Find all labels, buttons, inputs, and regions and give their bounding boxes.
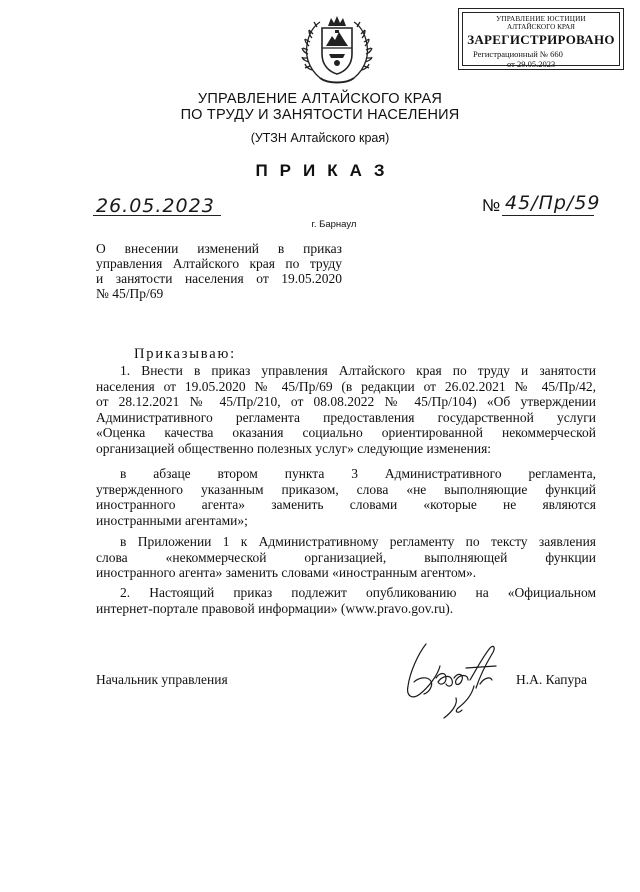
paragraph-line: иностранного агента» заменить словами «которые не являются	[96, 497, 596, 512]
stamp-reg-number: Регистрационный № 660	[473, 49, 563, 59]
paragraph-line: 1. Внести в приказ управления Алтайского края по труду и занятости	[120, 363, 596, 378]
registration-stamp	[458, 8, 624, 70]
number-label: №	[482, 196, 501, 215]
org-name-line-2: ПО ТРУДУ И ЗАНЯТОСТИ НАСЕЛЕНИЯ	[180, 107, 460, 123]
paragraph-line: иностранными агентами»;	[96, 512, 248, 528]
paragraph-line: от 28.12.2021 № 45/Пр/210, от 08.08.2022 № 45/Пр/104) «Об утверждении	[96, 394, 596, 409]
paragraph-line: «Оценка качества оказания социально ориентированной некоммерческой	[96, 425, 596, 440]
signatory-name: Н.А. Капура	[516, 672, 587, 687]
stamp-title: ЗАРЕГИСТРИРОВАНО	[467, 32, 615, 47]
subject-line: О внесении изменений в приказ	[96, 241, 342, 256]
paragraph-line: Административного регламента предоставления государственной услуги	[96, 409, 596, 425]
number-underline	[502, 215, 594, 216]
org-name-line-1: УПРАВЛЕНИЕ АЛТАЙСКОГО КРАЯ	[197, 91, 443, 107]
paragraph-line: утвержденного указанным приказом, слова «не выполняющие функций	[96, 481, 596, 497]
paragraph-1	[96, 363, 596, 456]
paragraph-3	[96, 534, 596, 581]
paragraph-line: населения от 19.05.2020 № 45/Пр/69 (в редакции от 26.02.2021 № 45/Пр/42,	[96, 378, 596, 394]
paragraph-line: в абзаце втором пункта 3 Административного регламента,	[120, 466, 596, 481]
stamp-line-1: УПРАВЛЕНИЕ ЮСТИЦИИ	[496, 15, 586, 23]
paragraph-line: 2. Настоящий приказ подлежит опубликованию на «Официальном	[120, 585, 596, 600]
paragraph-2	[96, 466, 596, 528]
paragraph-line: интернет-портале правовой информации» (www.pravo.gov.ru).	[96, 600, 454, 616]
order-word: Приказываю:	[134, 346, 236, 362]
coat-of-arms-icon	[298, 10, 376, 88]
paragraph-line: иностранного агента» заменить словами «иностранным агентом».	[96, 565, 477, 580]
document-date: 26.05.2023	[96, 195, 215, 217]
handwritten-signature-icon	[396, 628, 508, 724]
stamp-inner-frame	[462, 12, 620, 69]
date-underline	[93, 215, 221, 216]
subject-line: управления Алтайского края по труду	[96, 256, 342, 271]
stamp-line-2: АЛТАЙСКОГО КРАЯ	[507, 23, 575, 31]
document-city: г. Барнаул	[311, 219, 357, 230]
paragraph-line: слова «некоммерческой организацией, выполняющей функции	[96, 549, 596, 565]
paragraph-line: в Приложении 1 к Административному регламенту по тексту заявления	[120, 534, 596, 549]
paragraph-line: организацией общественно полезных услуг» следующие изменения:	[96, 440, 492, 456]
subject-line: № 45/Пр/69	[96, 286, 164, 301]
subject-line: и занятости населения от 19.05.2020	[96, 271, 342, 286]
document-number: 45/Пр/59	[505, 192, 601, 214]
document-subject	[96, 241, 342, 301]
document-type-title: ПРИКАЗ	[255, 161, 397, 180]
paragraph-4	[96, 585, 596, 616]
org-abbreviation: (УТЗН Алтайского края)	[250, 131, 390, 145]
signatory-position: Начальник управления	[96, 672, 228, 687]
stamp-reg-date: от 29.05.2023	[507, 59, 556, 69]
